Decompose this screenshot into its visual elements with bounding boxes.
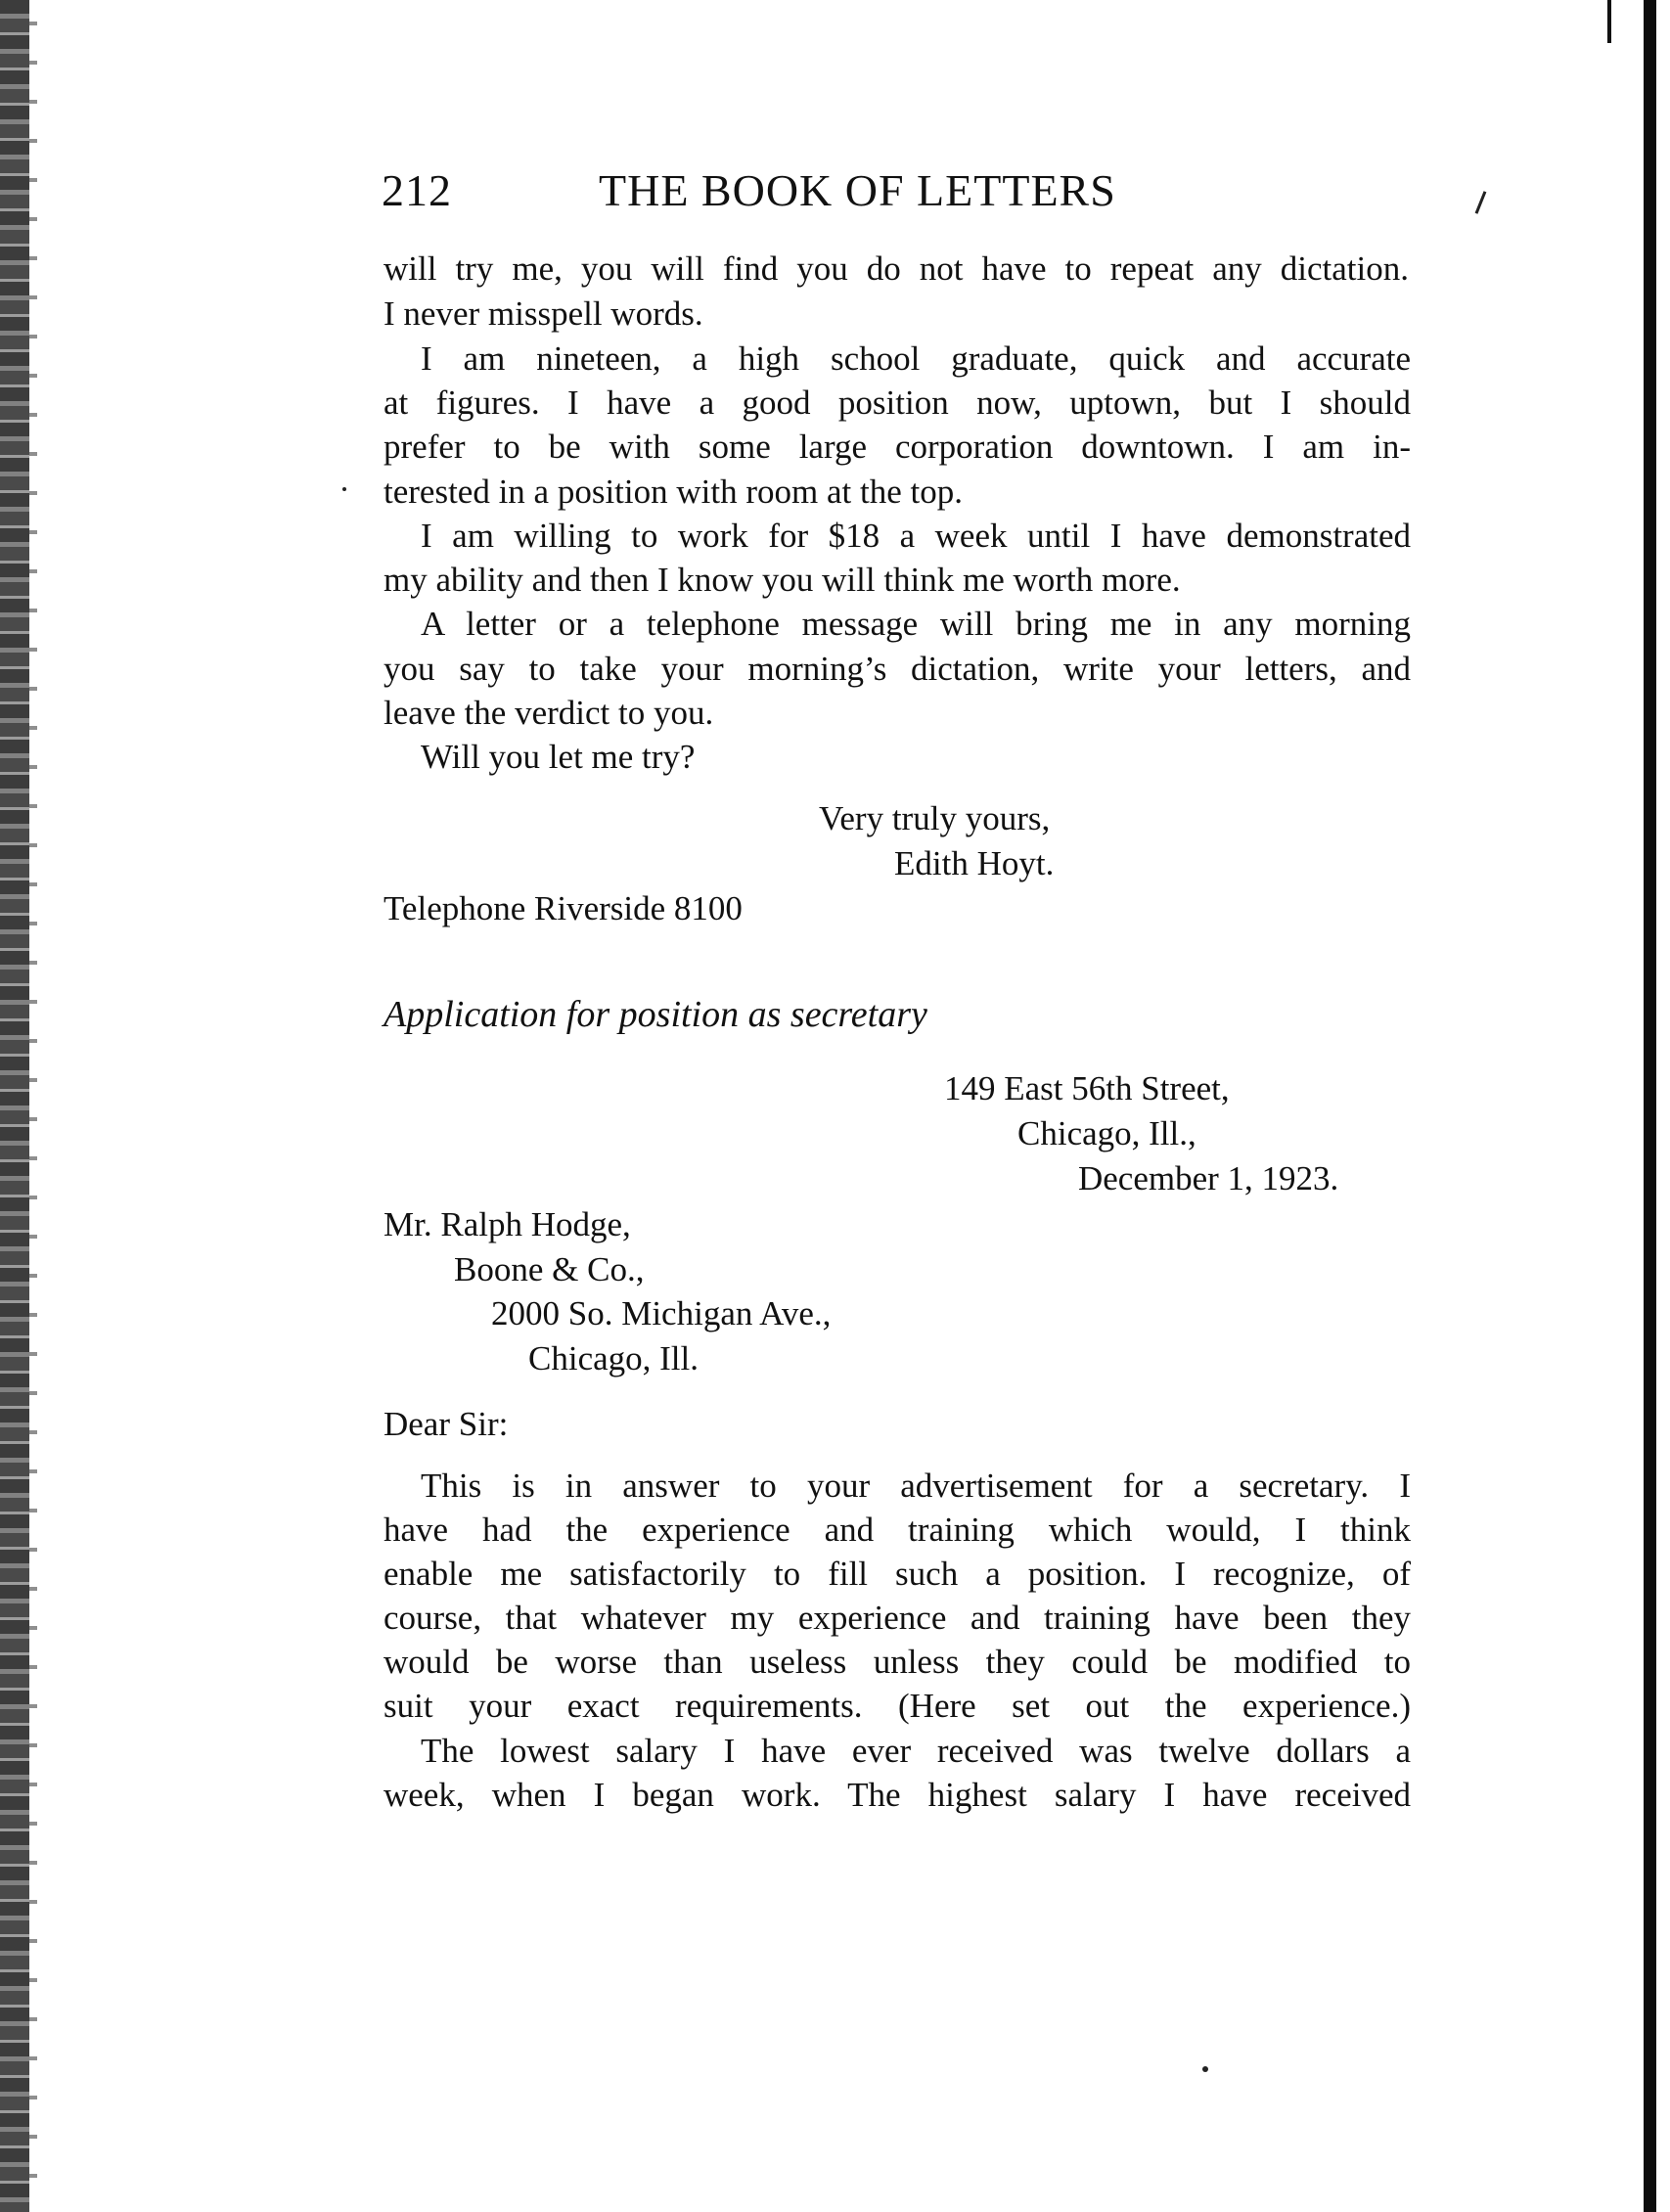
body-line: terested in a position with room at the top. <box>384 473 963 511</box>
recipient-address-line: Chicago, Ill. <box>528 1339 699 1377</box>
letter-closing: Very truly yours, <box>819 799 1051 837</box>
body-line: week, when I began work. The highest salary I have received <box>384 1776 1411 1814</box>
body-line: I am nineteen, a high school graduate, quick and accurate <box>421 339 1411 378</box>
body-line: my ability and then I know you will think me worth more. <box>384 561 1181 599</box>
body-line: at figures. I have a good position now, uptown, but I should <box>384 384 1411 422</box>
recipient-address-line: Boone & Co., <box>454 1250 645 1288</box>
page-header <box>382 164 1203 223</box>
sender-address-line: Chicago, Ill., <box>1017 1114 1196 1152</box>
telephone-line: Telephone Riverside 8100 <box>384 889 743 927</box>
body-line: would be worse than useless unless they could be modified to <box>384 1643 1411 1681</box>
body-line: enable me satisfactorily to fill such a position. I recognize, of <box>384 1555 1411 1593</box>
sender-address-line: 149 East 56th Street, <box>944 1069 1230 1107</box>
body-line: prefer to be with some large corporation downtown. I am in- <box>384 428 1411 466</box>
salutation: Dear Sir: <box>384 1405 509 1443</box>
body-line: have had the experience and training which would, I think <box>384 1511 1411 1549</box>
running-title: THE BOOK OF LETTERS <box>599 165 1116 215</box>
speck <box>1202 2066 1208 2072</box>
binding-edge <box>0 0 29 2212</box>
letter-signature: Edith Hoyt. <box>894 844 1055 882</box>
body-line: will try me, you will find you do not have to repeat any dictation. <box>384 249 1409 288</box>
body-line: you say to take your morning’s dictation, write your letters, and <box>384 650 1411 688</box>
body-line: A letter or a telephone message will bring me in any morning <box>421 605 1411 643</box>
recipient-address-line: 2000 So. Michigan Ave., <box>491 1294 832 1332</box>
section-title: Application for position as secretary <box>384 994 927 1035</box>
letter-date: December 1, 1923. <box>1078 1159 1339 1197</box>
page-number: 212 <box>382 165 452 215</box>
body-line: suit your exact requirements. (Here set out the experience.) <box>384 1687 1411 1725</box>
pen-mark <box>1475 191 1487 213</box>
recipient-address-line: Mr. Ralph Hodge, <box>384 1205 631 1243</box>
speck <box>342 487 346 491</box>
body-line: Will you let me try? <box>421 738 696 776</box>
page-right-edge <box>1644 0 1656 2212</box>
body-line: leave the verdict to you. <box>384 694 714 732</box>
body-line: course, that whatever my experience and training have been they <box>384 1599 1411 1637</box>
body-line: I am willing to work for $18 a week until I have demonstrated <box>421 517 1411 555</box>
body-line: The lowest salary I have ever received was twelve dollars a <box>421 1732 1411 1770</box>
binding-shadow <box>29 0 37 2212</box>
scan-mark <box>1607 0 1611 43</box>
body-line: I never misspell words. <box>384 294 703 333</box>
body-line: This is in answer to your advertisement for a secretary. I <box>421 1467 1411 1505</box>
